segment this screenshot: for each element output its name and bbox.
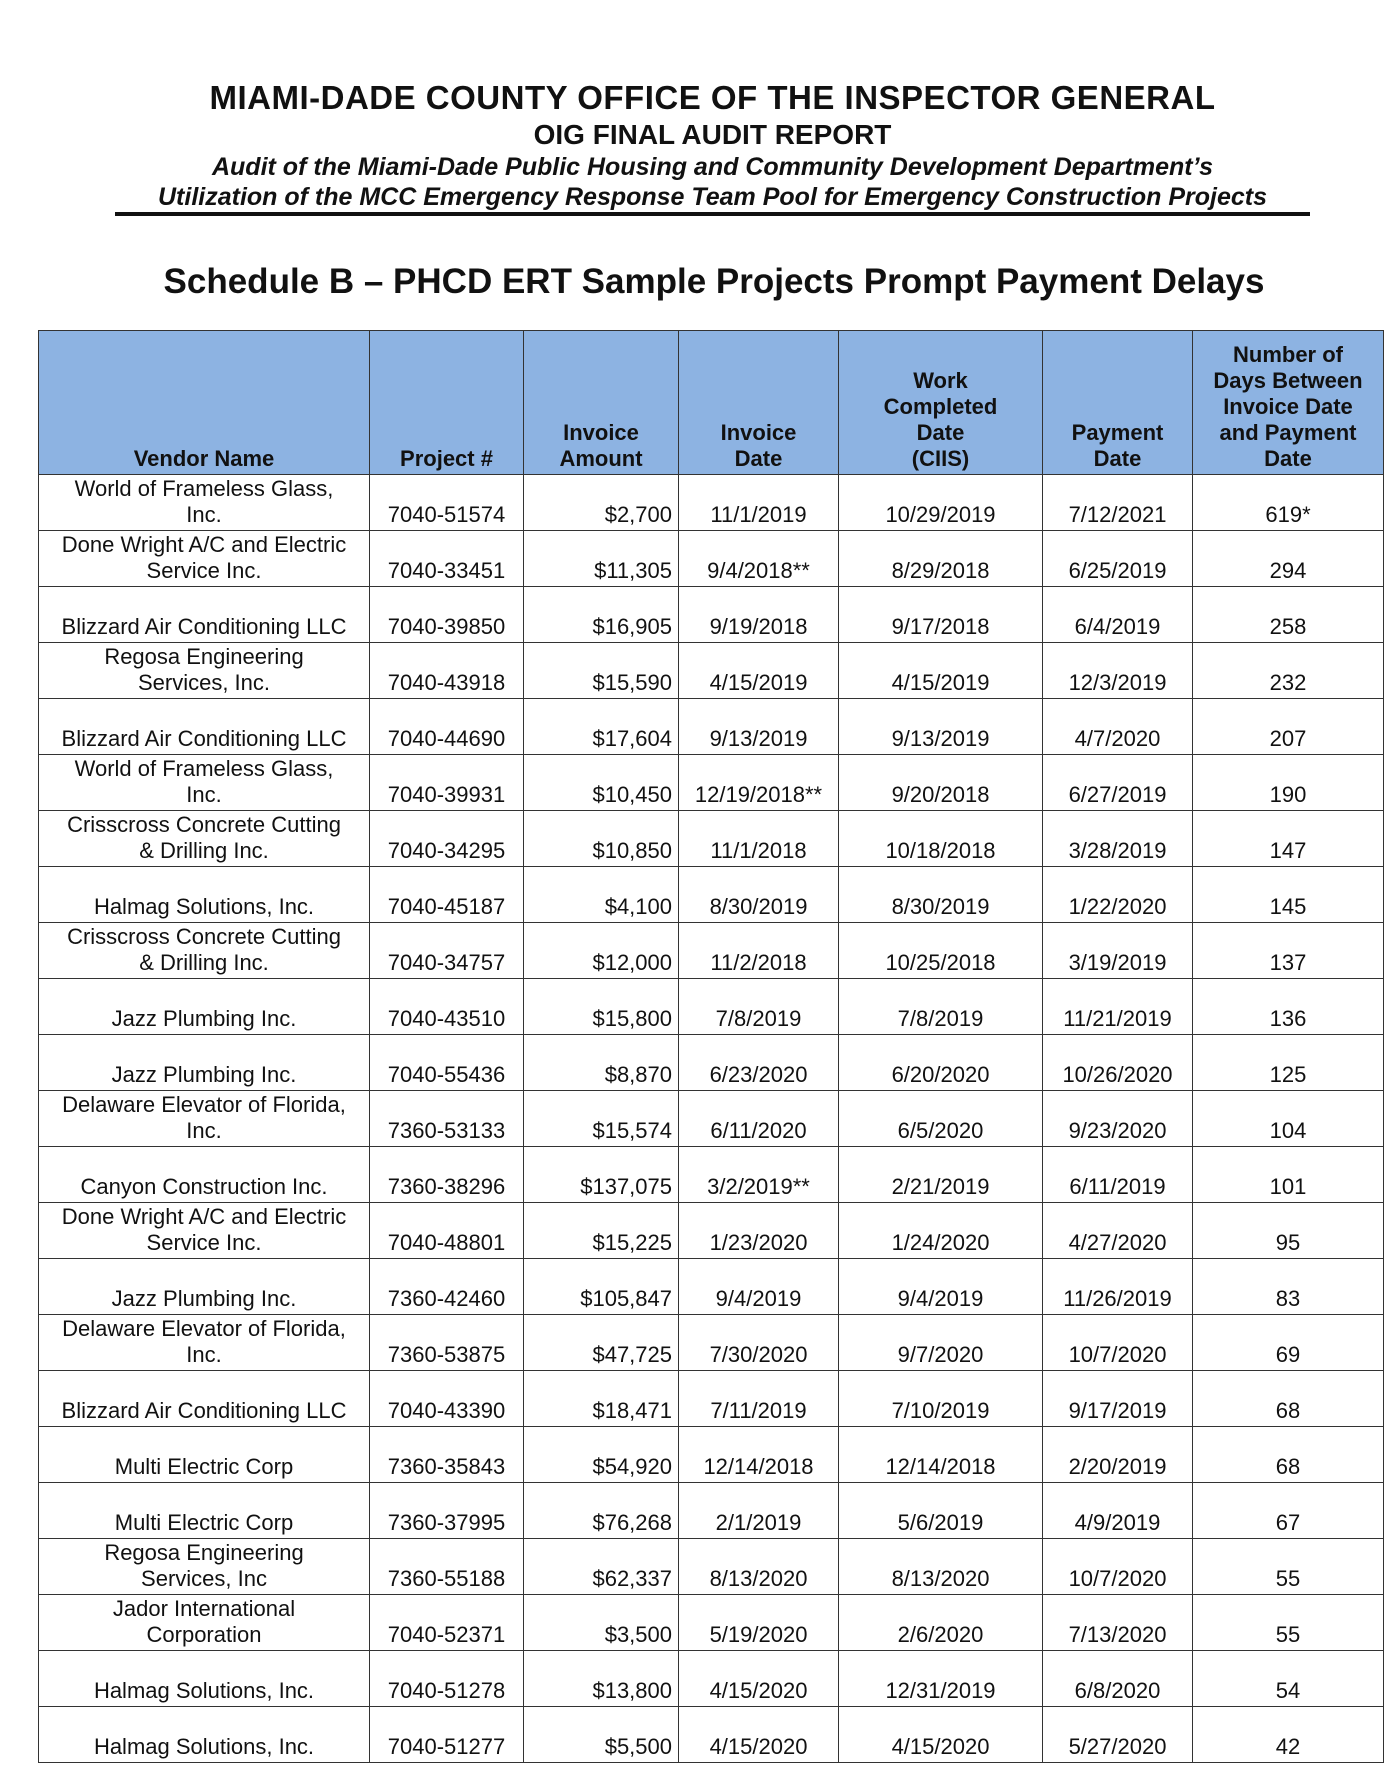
payment-date-cell: 10/7/2020 [1043,1315,1193,1371]
days-between-cell: 67 [1193,1483,1384,1539]
table-row [39,1707,1384,1763]
project-cell: 7040-43918 [370,643,524,699]
payment-date-cell: 6/4/2019 [1043,587,1193,643]
vendor-name: Blizzard Air Conditioning LLC [61,726,347,751]
project-cell: 7040-39850 [370,587,524,643]
vendor-cell [39,1707,370,1763]
work-completed-date-cell: 10/25/2018 [839,923,1043,979]
vendor-cell [39,1483,370,1539]
vendor-name: Multi Electric Corp [114,1510,294,1535]
invoice-date-cell: 2/1/2019 [679,1483,839,1539]
days-between-cell: 54 [1193,1651,1384,1707]
work-completed-date-cell: 10/18/2018 [839,811,1043,867]
table-row [39,1315,1384,1371]
days-between-cell: 68 [1193,1427,1384,1483]
days-between-cell: 136 [1193,979,1384,1035]
vendor-name-line-2: Services, Inc [141,1566,267,1591]
payment-date-cell: 10/7/2020 [1043,1539,1193,1595]
payment-date-cell: 7/13/2020 [1043,1595,1193,1651]
vendor-cell [39,475,370,531]
vendor-cell [39,1651,370,1707]
vendor-name-line-2: Services, Inc. [137,670,271,695]
invoice-date-cell: 5/19/2020 [679,1595,839,1651]
table-row [39,979,1384,1035]
project-cell: 7040-48801 [370,1203,524,1259]
table-row [39,1259,1384,1315]
payment-date-cell: 5/27/2020 [1043,1707,1193,1763]
project-cell: 7360-53875 [370,1315,524,1371]
invoice-date-cell: 11/2/2018 [679,923,839,979]
project-cell: 7360-42460 [370,1259,524,1315]
work-completed-date-cell: 5/6/2019 [839,1483,1043,1539]
work-completed-date-cell: 2/6/2020 [839,1595,1043,1651]
days-between-cell: 55 [1193,1595,1384,1651]
invoice-amount-cell: $10,450 [524,755,679,811]
project-cell: 7040-51574 [370,475,524,531]
invoice-date-cell: 4/15/2020 [679,1707,839,1763]
invoice-amount-cell: $8,870 [524,1035,679,1091]
vendor-cell [39,1203,370,1259]
vendor-cell [39,979,370,1035]
vendor-cell [39,1147,370,1203]
days-between-cell: 145 [1193,867,1384,923]
invoice-amount-cell: $76,268 [524,1483,679,1539]
payment-date-cell: 6/11/2019 [1043,1147,1193,1203]
vendor-name: Jazz Plumbing Inc. [111,1006,297,1031]
days-between-cell: 125 [1193,1035,1384,1091]
table-row [39,1595,1384,1651]
invoice-date-cell: 6/23/2020 [679,1035,839,1091]
invoice-amount-cell: $16,905 [524,587,679,643]
project-cell: 7040-51278 [370,1651,524,1707]
vendor-name-line-2: Inc. [186,502,222,527]
vendor-cell [39,643,370,699]
vendor-name-line-2: & Drilling Inc. [139,838,269,863]
table-row [39,923,1384,979]
project-cell: 7040-43390 [370,1371,524,1427]
vendor-name-line-2: Inc. [186,1342,222,1367]
vendor-name: Canyon Construction Inc. [80,1174,328,1199]
vendor-name-line-1: Crisscross Concrete Cutting [67,812,341,837]
table-row [39,755,1384,811]
invoice-amount-cell: $10,850 [524,811,679,867]
header-divider [115,212,1310,216]
payment-date-cell: 2/20/2019 [1043,1427,1193,1483]
vendor-cell [39,1091,370,1147]
days-between-cell: 68 [1193,1371,1384,1427]
vendor-name: Halmag Solutions, Inc. [93,894,315,919]
column-header-work-completed-date: Work Completed Date (CIIS) [839,331,1043,475]
vendor-cell [39,587,370,643]
vendor-cell [39,1315,370,1371]
vendor-cell [39,1035,370,1091]
table-row [39,1091,1384,1147]
invoice-amount-cell: $137,075 [524,1147,679,1203]
report-subtitle-line-1: Audit of the Miami-Dade Public Housing and Community Development Department’s [211,153,1214,181]
project-cell: 7040-34295 [370,811,524,867]
project-cell: 7040-33451 [370,531,524,587]
invoice-amount-cell: $105,847 [524,1259,679,1315]
work-completed-date-cell: 8/13/2020 [839,1539,1043,1595]
invoice-amount-cell: $17,604 [524,699,679,755]
project-cell: 7040-34757 [370,923,524,979]
vendor-name: Multi Electric Corp [114,1454,294,1479]
invoice-amount-cell: $2,700 [524,475,679,531]
invoice-amount-cell: $54,920 [524,1427,679,1483]
payment-date-cell: 10/26/2020 [1043,1035,1193,1091]
report-subtitle-line-2: Utilization of the MCC Emergency Response Team Pool for Emergency Construction Projects [158,183,1267,211]
invoice-date-cell: 7/11/2019 [679,1371,839,1427]
vendor-name-line-1: Done Wright A/C and Electric [61,1204,347,1229]
vendor-cell [39,755,370,811]
days-between-cell: 232 [1193,643,1384,699]
column-header-payment-date: Payment Date [1043,331,1193,475]
vendor-name-line-1: Crisscross Concrete Cutting [67,924,341,949]
vendor-cell [39,1595,370,1651]
days-between-cell: 619* [1193,475,1384,531]
work-completed-date-cell: 12/31/2019 [839,1651,1043,1707]
work-completed-date-cell: 4/15/2019 [839,643,1043,699]
vendor-cell [39,1371,370,1427]
invoice-date-cell: 8/30/2019 [679,867,839,923]
invoice-amount-cell: $11,305 [524,531,679,587]
work-completed-date-cell: 2/21/2019 [839,1147,1043,1203]
invoice-date-cell: 11/1/2019 [679,475,839,531]
work-completed-date-cell: 1/24/2020 [839,1203,1043,1259]
invoice-amount-cell: $62,337 [524,1539,679,1595]
project-cell: 7040-55436 [370,1035,524,1091]
work-completed-date-cell: 8/29/2018 [839,531,1043,587]
project-cell: 7360-35843 [370,1427,524,1483]
invoice-date-cell: 9/13/2019 [679,699,839,755]
invoice-amount-cell: $3,500 [524,1595,679,1651]
vendor-name: Halmag Solutions, Inc. [93,1734,315,1759]
table-row [39,699,1384,755]
project-cell: 7360-38296 [370,1147,524,1203]
days-between-cell: 207 [1193,699,1384,755]
project-cell: 7040-45187 [370,867,524,923]
vendor-name-line-2: Service Inc. [146,1230,262,1255]
vendor-name-line-1: Regosa Engineering [104,1540,304,1565]
report-title: OIG FINAL AUDIT REPORT [533,119,892,150]
invoice-date-cell: 11/1/2018 [679,811,839,867]
table-row [39,1427,1384,1483]
table-row [39,1147,1384,1203]
invoice-amount-cell: $47,725 [524,1315,679,1371]
table-header-row [39,331,1384,475]
payment-date-cell: 9/17/2019 [1043,1371,1193,1427]
schedule-title: Schedule B – PHCD ERT Sample Projects Prompt Payment Delays [163,262,1265,301]
vendor-name-line-2: & Drilling Inc. [139,950,269,975]
column-header-invoice-amount: Invoice Amount [524,331,679,475]
invoice-amount-cell: $18,471 [524,1371,679,1427]
invoice-date-cell: 1/23/2020 [679,1203,839,1259]
payment-date-cell: 6/8/2020 [1043,1651,1193,1707]
vendor-cell [39,811,370,867]
invoice-date-cell: 9/19/2018 [679,587,839,643]
project-cell: 7040-39931 [370,755,524,811]
work-completed-date-cell: 10/29/2019 [839,475,1043,531]
payment-date-cell: 6/25/2019 [1043,531,1193,587]
invoice-amount-cell: $13,800 [524,1651,679,1707]
table-row [39,1035,1384,1091]
table-row [39,1371,1384,1427]
vendor-cell [39,699,370,755]
table-row [39,531,1384,587]
org-title: MIAMI-DADE COUNTY OFFICE OF THE INSPECTOR GENERAL [209,79,1216,116]
project-cell: 7360-37995 [370,1483,524,1539]
work-completed-date-cell: 12/14/2018 [839,1427,1043,1483]
vendor-cell [39,1539,370,1595]
column-header-days-between: Number of Days Between Invoice Date and Payment Date [1193,331,1384,475]
project-cell: 7360-53133 [370,1091,524,1147]
invoice-date-cell: 3/2/2019** [679,1147,839,1203]
vendor-name-line-1: World of Frameless Glass, [74,756,334,781]
vendor-cell [39,1259,370,1315]
days-between-cell: 101 [1193,1147,1384,1203]
invoice-date-cell: 4/15/2019 [679,643,839,699]
days-between-cell: 69 [1193,1315,1384,1371]
project-cell: 7040-44690 [370,699,524,755]
vendor-name: Blizzard Air Conditioning LLC [61,1398,347,1423]
table-row [39,587,1384,643]
table-row [39,811,1384,867]
invoice-date-cell: 7/30/2020 [679,1315,839,1371]
vendor-name: Jazz Plumbing Inc. [111,1062,297,1087]
work-completed-date-cell: 7/10/2019 [839,1371,1043,1427]
days-between-cell: 147 [1193,811,1384,867]
work-completed-date-cell: 9/20/2018 [839,755,1043,811]
work-completed-date-cell: 9/17/2018 [839,587,1043,643]
project-cell: 7040-52371 [370,1595,524,1651]
vendor-name-line-1: World of Frameless Glass, [74,476,334,501]
invoice-amount-cell: $15,574 [524,1091,679,1147]
vendor-name: Jazz Plumbing Inc. [111,1286,297,1311]
table-row [39,1539,1384,1595]
vendor-name-line-2: Inc. [186,1118,222,1143]
table-row [39,1203,1384,1259]
invoice-date-cell: 4/15/2020 [679,1651,839,1707]
table-row [39,1483,1384,1539]
vendor-name-line-1: Delaware Elevator of Florida, [62,1316,346,1341]
invoice-amount-cell: $12,000 [524,923,679,979]
payment-date-cell: 4/9/2019 [1043,1483,1193,1539]
days-between-cell: 258 [1193,587,1384,643]
vendor-name-line-2: Inc. [186,782,222,807]
vendor-name-line-2: Service Inc. [146,558,262,583]
invoice-amount-cell: $5,500 [524,1707,679,1763]
vendor-cell [39,867,370,923]
vendor-name-line-1: Regosa Engineering [104,644,304,669]
payment-date-cell: 4/7/2020 [1043,699,1193,755]
work-completed-date-cell: 9/7/2020 [839,1315,1043,1371]
invoice-date-cell: 8/13/2020 [679,1539,839,1595]
days-between-cell: 55 [1193,1539,1384,1595]
invoice-date-cell: 9/4/2019 [679,1259,839,1315]
table-body [39,475,1384,1763]
project-cell: 7040-43510 [370,979,524,1035]
work-completed-date-cell: 6/20/2020 [839,1035,1043,1091]
vendor-cell [39,923,370,979]
vendor-cell [39,531,370,587]
vendor-name-line-1: Jador International [112,1596,296,1621]
payment-date-cell: 3/19/2019 [1043,923,1193,979]
work-completed-date-cell: 9/13/2019 [839,699,1043,755]
invoice-amount-cell: $15,590 [524,643,679,699]
days-between-cell: 95 [1193,1203,1384,1259]
payment-date-cell: 1/22/2020 [1043,867,1193,923]
column-header-project: Project # [370,331,524,475]
payment-date-cell: 3/28/2019 [1043,811,1193,867]
vendor-cell [39,1427,370,1483]
days-between-cell: 42 [1193,1707,1384,1763]
work-completed-date-cell: 8/30/2019 [839,867,1043,923]
table-row [39,475,1384,531]
vendor-name: Halmag Solutions, Inc. [93,1678,315,1703]
invoice-date-cell: 12/14/2018 [679,1427,839,1483]
work-completed-date-cell: 9/4/2019 [839,1259,1043,1315]
payment-delays-table [38,330,1384,1763]
payment-date-cell: 12/3/2019 [1043,643,1193,699]
payment-date-cell: 11/21/2019 [1043,979,1193,1035]
days-between-cell: 137 [1193,923,1384,979]
payment-date-cell: 4/27/2020 [1043,1203,1193,1259]
vendor-name-line-1: Done Wright A/C and Electric [61,532,347,557]
payment-date-cell: 11/26/2019 [1043,1259,1193,1315]
payment-date-cell: 9/23/2020 [1043,1091,1193,1147]
column-header-invoice-date: Invoice Date [679,331,839,475]
days-between-cell: 104 [1193,1091,1384,1147]
vendor-name-line-2: Corporation [146,1622,262,1647]
vendor-name: Blizzard Air Conditioning LLC [61,614,347,639]
column-header-vendor: Vendor Name [39,331,370,475]
invoice-amount-cell: $4,100 [524,867,679,923]
invoice-date-cell: 9/4/2018** [679,531,839,587]
invoice-amount-cell: $15,225 [524,1203,679,1259]
project-cell: 7040-51277 [370,1707,524,1763]
project-cell: 7360-55188 [370,1539,524,1595]
invoice-date-cell: 6/11/2020 [679,1091,839,1147]
days-between-cell: 190 [1193,755,1384,811]
report-header [115,78,1310,212]
payment-date-cell: 7/12/2021 [1043,475,1193,531]
invoice-amount-cell: $15,800 [524,979,679,1035]
payment-date-cell: 6/27/2019 [1043,755,1193,811]
table-row [39,867,1384,923]
table-row [39,643,1384,699]
invoice-date-cell: 7/8/2019 [679,979,839,1035]
work-completed-date-cell: 6/5/2020 [839,1091,1043,1147]
vendor-name-line-1: Delaware Elevator of Florida, [62,1092,346,1117]
work-completed-date-cell: 4/15/2020 [839,1707,1043,1763]
days-between-cell: 294 [1193,531,1384,587]
invoice-date-cell: 12/19/2018** [679,755,839,811]
table-row [39,1651,1384,1707]
work-completed-date-cell: 7/8/2019 [839,979,1043,1035]
days-between-cell: 83 [1193,1259,1384,1315]
